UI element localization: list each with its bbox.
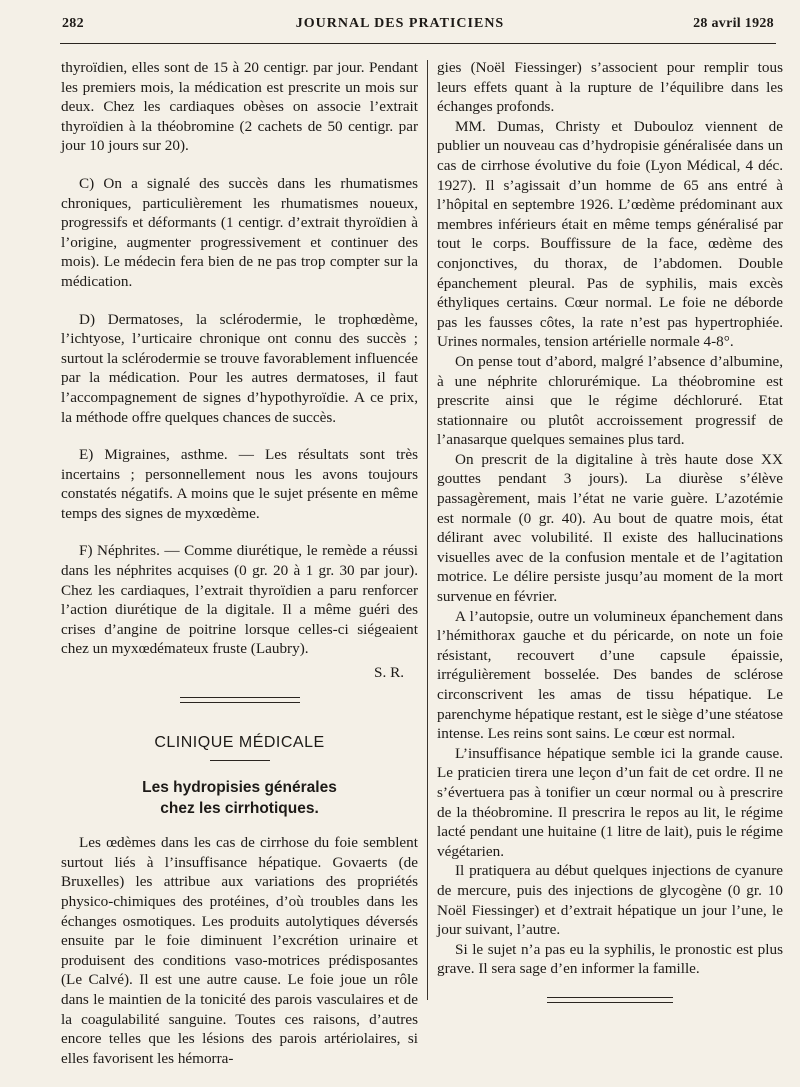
- paragraph-nephrites: F) Néphrites. — Comme diurétique, le remède a réussi dans les néphrites acquises (0 gr. 20 à 1 gr. 30 par jour). Chez les cardiaques, l’extrait thyroïdien a paru renforcer l’action diurétique de la digitale. Il a même guéri des crises d’angine de poitrine lorsque celles-ci siégeaient chez un myxœdémateux fruste (Laubry).: [61, 542, 418, 658]
- author-signature: S. R.: [374, 664, 404, 682]
- double-rule: [180, 697, 300, 703]
- issue-date: 28 avril 1928: [693, 16, 774, 31]
- paragraph-injections: Il pratiquera au début quelques injections de cyanure de mercure, puis des injections de glycogène (0 gr. 10 Noël Fiessinger) et d’extrait hépatique un jour l’une, le jour suivant, l’autre.: [437, 862, 783, 939]
- paragraph-continuation: thyroïdien, elles sont de 15 à 20 centigr. par jour. Pendant les premiers mois, la médication est prescrite un mois sur deux. Chez les cardiaques obèses on associe l’extrait thyroïdien à la théobromine (2 cachets de 50 centigr. par jour 10 jours sur 20).: [61, 59, 418, 155]
- paragraph-rhumatismes: C) On a signalé des succès dans les rhumatismes chroniques, particulièrement les rhumatismes noueux, progressifs et déformants (1 centigr. d’extrait thyroïdien à l’origine, augmenter progressivement et continuer des mois). Le médecin fera bien de ne pas trop compter sur la médication.: [61, 174, 418, 290]
- page-number: 282: [62, 16, 84, 31]
- article-title-line-2: chez les cirrhotiques.: [160, 800, 319, 818]
- paragraph-diagnosis: On pense tout d’abord, malgré l’absence d’albumine, à une néphrite chlorurémique. La théobromine est prescrite ainsi que le régime déchloruré. Etat stationnaire ou plutôt accroissement progressif de l’anasarque quelques semaines plus tard.: [437, 352, 783, 449]
- paragraph-digitaline: On prescrit de la digitaline à très haute dose XX gouttes pendant 3 jours). La diurèse s’élève passagèrement, mais l’état ne varie guère. L’azotémie est normale (0 gr. 40). Au bout de quatre mois, état délirant avec volubilité. Il existe des hallucinations visuelles avec de la confusion mentale et de l’agitation motrice. Le délire persiste jusqu’au moment de la mort survenue en février.: [437, 450, 783, 606]
- column-divider: [427, 60, 428, 1000]
- end-double-rule: [547, 997, 673, 1003]
- paragraph-dermatoses: D) Dermatoses, la sclérodermie, le trophœdème, l’ichtyose, l’urticaire chronique ont connu des succès ; surtout la sclérodermie se trouve favorablement influencée par la médication. Pour les autres dermatoses, il faut l’accompagnement de signes d’hypothyroïdie. A ce prix, la méthode offre quelques chances de succès.: [61, 310, 418, 426]
- section-rule: [210, 760, 270, 761]
- paragraph-migraines: E) Migraines, asthme. — Les résultats sont très incertains ; personnellement nous les avons toujours constatés négatifs. A moins que le sujet présente en même temps des signes de myxœdème.: [61, 446, 418, 522]
- paragraph-autopsie: A l’autopsie, outre un volumineux épanchement dans l’hémithorax gauche et du péricarde, on note un foie résistant, recouvert d’une capsule épaissie, irrégulièrement bosselée. Des bandes de sclérose circonscrivent les amas de tissu hépatique. Le parenchyme hépatique restant, est le siège d’une stéatose intense. Les reins sont sains. Le cœur est normal.: [437, 607, 783, 743]
- paragraph-pronostic: Si le sujet n’a pas eu la syphilis, le pronostic est plus grave. Il sera sage d’en informer la famille.: [437, 940, 783, 978]
- journal-title: JOURNAL DES PRATICIENS: [295, 16, 505, 31]
- article-title: [61, 777, 418, 819]
- article-title-line-1: Les hydropisies générales: [142, 779, 337, 797]
- paragraph-intro: Les œdèmes dans les cas de cirrhose du foie semblent surtout liés à l’insuffisance hépatique. Govaerts (de Bruxelles) les attribue aux variations des propriétés physico-chimiques des protéines, d’où troubles dans les échanges osmotiques. Les produits autolytiques déversés ensuite par le foie diminuent l’excrétion urinaire et produisent des conditions vaso-motrices prédisposantes (Le Calvé). Il est une autre cause. Le foie joue un rôle dans le maintien de la tonicité des parois vasculaires et de la coagulabilité sanguine. Toutes ces raisons, d’autres encore telles que les lésions des parois artériolaires, si elles favorisent les hémorra-: [61, 834, 418, 1067]
- page-header: [0, 0, 800, 40]
- paragraph-insuffisance: L’insuffisance hépatique semble ici la grande cause. Le praticien tirera une leçon d’un fait de cet ordre. Il ne s’évertuera pas à tonifier un cœur normal ou à prescrire de la théobromine. Il prescrira le repos au lit, le régime lacté pendant une huitaine (1 litre de lait), puis le régime végétarien.: [437, 744, 783, 860]
- right-column: [437, 58, 783, 1003]
- left-column: [61, 58, 418, 1068]
- header-rule: [60, 43, 776, 44]
- section-title: CLINIQUE MÉDICALE: [154, 733, 325, 751]
- paragraph-case: MM. Dumas, Christy et Dubouloz viennent de publier un nouveau cas d’hydropisie généralisée dans un cas de cirrhose évolutive du foie (Lyon Médical, 4 déc. 1927). Il s’agissait d’un homme de 65 ans entré à l’hôpital en septembre 1926. L’œdème prédominant aux membres inférieurs était en même temps généralisé par tout le corps. Bouffissure de la face, œdème des conjonctives, du thorax, de l’abdomen. Double épanchement pleural. Pas de syphilis, mais excès éthyliques certains. Cœur normal. Le foie ne déborde pas les fausses côtes, la rate n’est pas hypertrophiée. Urines normales, tension artérielle normale 4-8°.: [437, 117, 783, 351]
- paragraph-continuation-right: gies (Noël Fiessinger) s’associent pour remplir tous leurs effets quant à la rupture de l’équilibre dans les échanges profonds.: [437, 59, 783, 116]
